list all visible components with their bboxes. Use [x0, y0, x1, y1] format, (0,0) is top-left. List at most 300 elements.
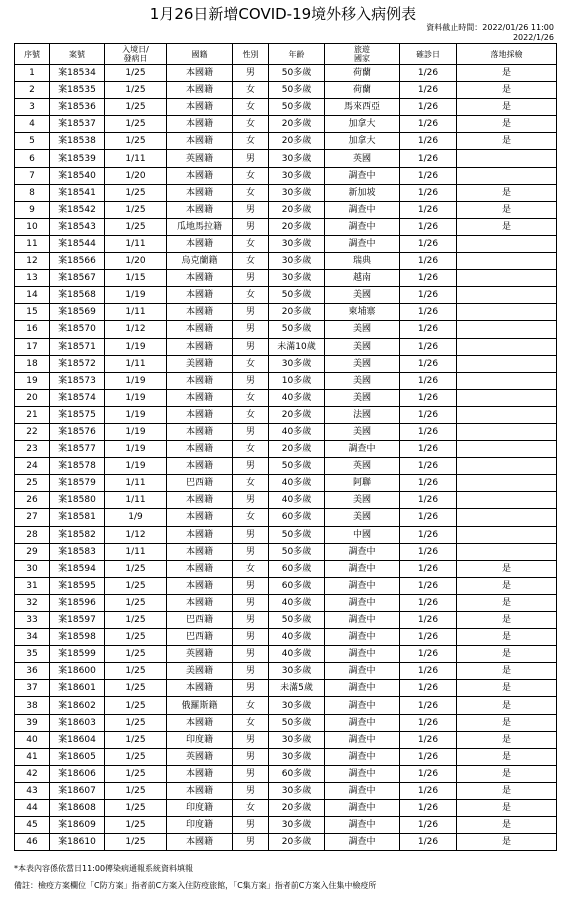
- cell-landing-test: 是: [457, 731, 557, 748]
- cell-travel-country: 調查中: [325, 167, 400, 184]
- cell-travel-country: 調查中: [325, 680, 400, 697]
- cell-age: 60多歲: [269, 560, 325, 577]
- cell-serial: 36: [15, 663, 50, 680]
- cell-sex: 女: [233, 406, 269, 423]
- cell-confirm-date: 1/26: [400, 406, 457, 423]
- header-nationality: 國籍: [167, 44, 233, 65]
- cell-entry-date: 1/12: [105, 526, 167, 543]
- cell-age: 未滿5歲: [269, 680, 325, 697]
- table-row: [15, 731, 557, 748]
- cell-nationality: 本國籍: [167, 594, 233, 611]
- cell-sex: 女: [233, 800, 269, 817]
- cell-landing-test: [457, 406, 557, 423]
- cell-travel-country: 荷蘭: [325, 65, 400, 82]
- table-row: [15, 765, 557, 782]
- cell-serial: 15: [15, 304, 50, 321]
- cell-age: 20多歲: [269, 201, 325, 218]
- cell-landing-test: [457, 270, 557, 287]
- cell-confirm-date: 1/26: [400, 218, 457, 235]
- cell-travel-country: 美國: [325, 287, 400, 304]
- cell-age: 50多歲: [269, 612, 325, 629]
- cell-landing-test: 是: [457, 817, 557, 834]
- cell-landing-test: [457, 441, 557, 458]
- table-row: [15, 475, 557, 492]
- cell-case-no: 案18598: [50, 629, 105, 646]
- cell-landing-test: 是: [457, 560, 557, 577]
- cell-case-no: 案18594: [50, 560, 105, 577]
- cell-nationality: 本國籍: [167, 321, 233, 338]
- cell-travel-country: 調查中: [325, 543, 400, 560]
- cell-confirm-date: 1/26: [400, 612, 457, 629]
- cell-age: 50多歲: [269, 321, 325, 338]
- cell-nationality: 本國籍: [167, 509, 233, 526]
- cell-landing-test: 是: [457, 99, 557, 116]
- cell-serial: 14: [15, 287, 50, 304]
- cell-travel-country: 調查中: [325, 663, 400, 680]
- cell-confirm-date: 1/26: [400, 372, 457, 389]
- cell-serial: 8: [15, 184, 50, 201]
- cell-entry-date: 1/25: [105, 646, 167, 663]
- cell-serial: 24: [15, 458, 50, 475]
- cell-entry-date: 1/11: [105, 355, 167, 372]
- cell-travel-country: 美國: [325, 389, 400, 406]
- table-row: [15, 184, 557, 201]
- table-row: [15, 492, 557, 509]
- cell-landing-test: [457, 338, 557, 355]
- cell-serial: 22: [15, 423, 50, 440]
- cell-age: 20多歲: [269, 406, 325, 423]
- cell-sex: 男: [233, 663, 269, 680]
- cell-landing-test: 是: [457, 65, 557, 82]
- cell-confirm-date: 1/26: [400, 748, 457, 765]
- cell-age: 30多歲: [269, 817, 325, 834]
- cell-nationality: 本國籍: [167, 543, 233, 560]
- cell-confirm-date: 1/26: [400, 560, 457, 577]
- cell-travel-country: 英國: [325, 458, 400, 475]
- cell-travel-country: 加拿大: [325, 116, 400, 133]
- cell-case-no: 案18607: [50, 782, 105, 799]
- cell-confirm-date: 1/26: [400, 321, 457, 338]
- cell-entry-date: 1/25: [105, 817, 167, 834]
- cell-nationality: 本國籍: [167, 714, 233, 731]
- header-landing-test: 落地採檢: [457, 44, 557, 65]
- cell-case-no: 案18543: [50, 218, 105, 235]
- table-row: [15, 235, 557, 252]
- cell-landing-test: 是: [457, 133, 557, 150]
- cell-nationality: 本國籍: [167, 423, 233, 440]
- cell-serial: 32: [15, 594, 50, 611]
- cell-serial: 4: [15, 116, 50, 133]
- cell-nationality: 本國籍: [167, 99, 233, 116]
- cell-sex: 女: [233, 697, 269, 714]
- cell-travel-country: 調查中: [325, 800, 400, 817]
- cell-nationality: 印度籍: [167, 800, 233, 817]
- cell-case-no: 案18596: [50, 594, 105, 611]
- cell-serial: 29: [15, 543, 50, 560]
- header-sex: 性別: [233, 44, 269, 65]
- cell-sex: 男: [233, 612, 269, 629]
- cell-sex: 男: [233, 817, 269, 834]
- cell-sex: 男: [233, 321, 269, 338]
- cell-case-no: 案18579: [50, 475, 105, 492]
- cell-confirm-date: 1/26: [400, 150, 457, 167]
- cell-travel-country: 中國: [325, 526, 400, 543]
- cell-case-no: 案18580: [50, 492, 105, 509]
- cell-landing-test: [457, 543, 557, 560]
- table-row: [15, 714, 557, 731]
- cell-serial: 27: [15, 509, 50, 526]
- cell-sex: 男: [233, 594, 269, 611]
- cell-serial: 2: [15, 82, 50, 99]
- cell-landing-test: 是: [457, 663, 557, 680]
- cell-landing-test: 是: [457, 629, 557, 646]
- cell-serial: 3: [15, 99, 50, 116]
- cell-landing-test: [457, 167, 557, 184]
- cell-case-no: 案18571: [50, 338, 105, 355]
- table-row: [15, 646, 557, 663]
- cell-sex: 女: [233, 167, 269, 184]
- cell-landing-test: [457, 150, 557, 167]
- cell-entry-date: 1/11: [105, 304, 167, 321]
- cell-nationality: 本國籍: [167, 304, 233, 321]
- cell-sex: 女: [233, 82, 269, 99]
- cell-serial: 5: [15, 133, 50, 150]
- cell-nationality: 本國籍: [167, 167, 233, 184]
- cell-sex: 男: [233, 834, 269, 851]
- cell-case-no: 案18566: [50, 253, 105, 270]
- cell-sex: 男: [233, 748, 269, 765]
- cell-nationality: 巴西籍: [167, 612, 233, 629]
- cell-serial: 1: [15, 65, 50, 82]
- cell-sex: 男: [233, 304, 269, 321]
- cell-serial: 18: [15, 355, 50, 372]
- cell-sex: 男: [233, 680, 269, 697]
- cell-nationality: 本國籍: [167, 458, 233, 475]
- cell-nationality: 本國籍: [167, 82, 233, 99]
- cell-age: 50多歲: [269, 287, 325, 304]
- cell-serial: 16: [15, 321, 50, 338]
- cell-serial: 12: [15, 253, 50, 270]
- cell-entry-date: 1/25: [105, 116, 167, 133]
- table-row: [15, 543, 557, 560]
- cell-entry-date: 1/25: [105, 714, 167, 731]
- cell-nationality: 本國籍: [167, 782, 233, 799]
- cell-sex: 男: [233, 782, 269, 799]
- cell-case-no: 案18609: [50, 817, 105, 834]
- table-row: [15, 65, 557, 82]
- cell-case-no: 案18606: [50, 765, 105, 782]
- cell-case-no: 案18608: [50, 800, 105, 817]
- cell-serial: 9: [15, 201, 50, 218]
- cell-confirm-date: 1/26: [400, 355, 457, 372]
- cell-travel-country: 調查中: [325, 612, 400, 629]
- cell-age: 20多歲: [269, 304, 325, 321]
- cell-case-no: 案18541: [50, 184, 105, 201]
- cell-entry-date: 1/25: [105, 748, 167, 765]
- cell-entry-date: 1/25: [105, 577, 167, 594]
- cell-landing-test: [457, 321, 557, 338]
- cell-case-no: 案18542: [50, 201, 105, 218]
- table-row: [15, 577, 557, 594]
- table-row: [15, 560, 557, 577]
- table-row: [15, 612, 557, 629]
- cell-confirm-date: 1/26: [400, 543, 457, 560]
- cell-landing-test: 是: [457, 184, 557, 201]
- cell-age: 30多歲: [269, 663, 325, 680]
- cell-case-no: 案18536: [50, 99, 105, 116]
- table-row: [15, 800, 557, 817]
- cell-nationality: 本國籍: [167, 133, 233, 150]
- cell-serial: 33: [15, 612, 50, 629]
- cell-age: 40多歲: [269, 629, 325, 646]
- cell-case-no: 案18538: [50, 133, 105, 150]
- cell-confirm-date: 1/26: [400, 270, 457, 287]
- cell-travel-country: 調查中: [325, 748, 400, 765]
- cell-landing-test: 是: [457, 218, 557, 235]
- table-row: [15, 389, 557, 406]
- cell-sex: 男: [233, 338, 269, 355]
- cell-confirm-date: 1/26: [400, 526, 457, 543]
- cell-entry-date: 1/11: [105, 150, 167, 167]
- cell-serial: 37: [15, 680, 50, 697]
- table-row: [15, 355, 557, 372]
- cell-serial: 35: [15, 646, 50, 663]
- case-table: [14, 43, 557, 851]
- cell-entry-date: 1/25: [105, 99, 167, 116]
- cell-sex: 男: [233, 526, 269, 543]
- cell-entry-date: 1/19: [105, 458, 167, 475]
- cell-travel-country: 調查中: [325, 594, 400, 611]
- cell-landing-test: [457, 235, 557, 252]
- cell-landing-test: 是: [457, 834, 557, 851]
- cell-case-no: 案18537: [50, 116, 105, 133]
- table-row: [15, 458, 557, 475]
- cell-landing-test: 是: [457, 800, 557, 817]
- cell-age: 30多歲: [269, 253, 325, 270]
- cell-sex: 男: [233, 423, 269, 440]
- table-row: [15, 834, 557, 851]
- cell-confirm-date: 1/26: [400, 800, 457, 817]
- cell-confirm-date: 1/26: [400, 817, 457, 834]
- cell-confirm-date: 1/26: [400, 133, 457, 150]
- cell-serial: 26: [15, 492, 50, 509]
- cell-nationality: 本國籍: [167, 184, 233, 201]
- cell-serial: 19: [15, 372, 50, 389]
- cell-travel-country: 調查中: [325, 577, 400, 594]
- cell-sex: 男: [233, 150, 269, 167]
- cell-nationality: 印度籍: [167, 731, 233, 748]
- table-row: [15, 423, 557, 440]
- cell-serial: 17: [15, 338, 50, 355]
- cell-entry-date: 1/11: [105, 543, 167, 560]
- cell-case-no: 案18582: [50, 526, 105, 543]
- cell-travel-country: 調查中: [325, 629, 400, 646]
- cell-case-no: 案18574: [50, 389, 105, 406]
- data-cutoff-time: 資料截止時間：2022/01/26 11:00: [426, 23, 554, 32]
- cell-confirm-date: 1/26: [400, 594, 457, 611]
- cell-confirm-date: 1/26: [400, 441, 457, 458]
- cell-sex: 男: [233, 372, 269, 389]
- table-row: [15, 406, 557, 423]
- cell-travel-country: 調查中: [325, 817, 400, 834]
- cell-nationality: 英國籍: [167, 748, 233, 765]
- cell-age: 20多歲: [269, 834, 325, 851]
- header-age: 年齡: [269, 44, 325, 65]
- cell-age: 50多歲: [269, 82, 325, 99]
- cell-case-no: 案18601: [50, 680, 105, 697]
- cell-entry-date: 1/11: [105, 492, 167, 509]
- cell-confirm-date: 1/26: [400, 714, 457, 731]
- table-row: [15, 287, 557, 304]
- cell-nationality: 本國籍: [167, 372, 233, 389]
- cell-age: 30多歲: [269, 270, 325, 287]
- report-date: 2022/1/26: [512, 33, 554, 42]
- cell-confirm-date: 1/26: [400, 697, 457, 714]
- cell-landing-test: 是: [457, 577, 557, 594]
- cell-landing-test: [457, 423, 557, 440]
- cell-serial: 42: [15, 765, 50, 782]
- cell-nationality: 本國籍: [167, 270, 233, 287]
- cell-case-no: 案18573: [50, 372, 105, 389]
- cell-nationality: 本國籍: [167, 116, 233, 133]
- cell-case-no: 案18567: [50, 270, 105, 287]
- cell-nationality: 本國籍: [167, 406, 233, 423]
- cell-age: 50多歲: [269, 526, 325, 543]
- cell-entry-date: 1/25: [105, 201, 167, 218]
- cell-entry-date: 1/20: [105, 253, 167, 270]
- cell-landing-test: 是: [457, 748, 557, 765]
- cell-entry-date: 1/25: [105, 560, 167, 577]
- cell-travel-country: 調查中: [325, 714, 400, 731]
- cell-case-no: 案18572: [50, 355, 105, 372]
- cell-travel-country: 調查中: [325, 834, 400, 851]
- cell-landing-test: 是: [457, 82, 557, 99]
- cell-sex: 女: [233, 355, 269, 372]
- table-row: [15, 201, 557, 218]
- table-row: [15, 321, 557, 338]
- cell-age: 30多歲: [269, 184, 325, 201]
- cell-travel-country: 美國: [325, 321, 400, 338]
- cell-nationality: 本國籍: [167, 765, 233, 782]
- cell-landing-test: [457, 389, 557, 406]
- cell-travel-country: 瑞典: [325, 253, 400, 270]
- cell-nationality: 英國籍: [167, 646, 233, 663]
- cell-nationality: 美國籍: [167, 355, 233, 372]
- cell-entry-date: 1/25: [105, 612, 167, 629]
- footnote-source: *本表內容係依當日11:00傳染病通報系統資料填報: [14, 864, 194, 873]
- cell-nationality: 俄羅斯籍: [167, 697, 233, 714]
- cell-serial: 20: [15, 389, 50, 406]
- cell-entry-date: 1/25: [105, 629, 167, 646]
- cell-age: 40多歲: [269, 594, 325, 611]
- cell-confirm-date: 1/26: [400, 458, 457, 475]
- cell-case-no: 案18575: [50, 406, 105, 423]
- cell-landing-test: 是: [457, 782, 557, 799]
- cell-serial: 44: [15, 800, 50, 817]
- cell-entry-date: 1/12: [105, 321, 167, 338]
- cell-sex: 女: [233, 287, 269, 304]
- cell-serial: 30: [15, 560, 50, 577]
- cell-entry-date: 1/25: [105, 800, 167, 817]
- cell-age: 20多歲: [269, 133, 325, 150]
- cell-sex: 女: [233, 184, 269, 201]
- cell-confirm-date: 1/26: [400, 253, 457, 270]
- cell-age: 50多歲: [269, 99, 325, 116]
- cell-age: 50多歲: [269, 65, 325, 82]
- cell-age: 40多歲: [269, 492, 325, 509]
- cell-sex: 男: [233, 629, 269, 646]
- cell-age: 50多歲: [269, 543, 325, 560]
- cell-sex: 女: [233, 133, 269, 150]
- table-row: [15, 441, 557, 458]
- cell-landing-test: 是: [457, 116, 557, 133]
- cell-entry-date: 1/25: [105, 594, 167, 611]
- cell-case-no: 案18599: [50, 646, 105, 663]
- table-row: [15, 594, 557, 611]
- cell-serial: 13: [15, 270, 50, 287]
- table-row: [15, 116, 557, 133]
- cell-age: 40多歲: [269, 389, 325, 406]
- cell-confirm-date: 1/26: [400, 782, 457, 799]
- cell-travel-country: 荷蘭: [325, 82, 400, 99]
- table-row: [15, 304, 557, 321]
- cell-sex: 男: [233, 543, 269, 560]
- cell-age: 30多歲: [269, 355, 325, 372]
- cell-entry-date: 1/11: [105, 475, 167, 492]
- cell-serial: 11: [15, 235, 50, 252]
- cell-case-no: 案18610: [50, 834, 105, 851]
- cell-age: 60多歲: [269, 577, 325, 594]
- cell-case-no: 案18539: [50, 150, 105, 167]
- cell-entry-date: 1/25: [105, 65, 167, 82]
- cell-travel-country: 美國: [325, 338, 400, 355]
- table-row: [15, 782, 557, 799]
- cell-serial: 21: [15, 406, 50, 423]
- page-title: 1月26日新增COVID-19境外移入病例表: [149, 5, 417, 23]
- cell-entry-date: 1/25: [105, 184, 167, 201]
- cell-nationality: 本國籍: [167, 577, 233, 594]
- cell-sex: 男: [233, 201, 269, 218]
- table-row: [15, 372, 557, 389]
- cell-sex: 男: [233, 646, 269, 663]
- cell-sex: 女: [233, 389, 269, 406]
- cell-nationality: 瓜地馬拉籍: [167, 218, 233, 235]
- cell-confirm-date: 1/26: [400, 509, 457, 526]
- cell-entry-date: 1/25: [105, 663, 167, 680]
- cell-case-no: 案18595: [50, 577, 105, 594]
- cell-confirm-date: 1/26: [400, 423, 457, 440]
- cell-entry-date: 1/20: [105, 167, 167, 184]
- cell-age: 50多歲: [269, 714, 325, 731]
- cell-entry-date: 1/19: [105, 287, 167, 304]
- cell-serial: 10: [15, 218, 50, 235]
- cell-landing-test: [457, 304, 557, 321]
- cell-landing-test: 是: [457, 594, 557, 611]
- cell-case-no: 案18535: [50, 82, 105, 99]
- cell-travel-country: 調查中: [325, 560, 400, 577]
- cell-confirm-date: 1/26: [400, 338, 457, 355]
- cell-landing-test: [457, 509, 557, 526]
- cell-entry-date: 1/25: [105, 680, 167, 697]
- cell-confirm-date: 1/26: [400, 577, 457, 594]
- cell-sex: 男: [233, 65, 269, 82]
- cell-case-no: 案18602: [50, 697, 105, 714]
- cell-confirm-date: 1/26: [400, 304, 457, 321]
- cell-confirm-date: 1/26: [400, 201, 457, 218]
- cell-confirm-date: 1/26: [400, 99, 457, 116]
- cell-nationality: 本國籍: [167, 235, 233, 252]
- cell-confirm-date: 1/26: [400, 765, 457, 782]
